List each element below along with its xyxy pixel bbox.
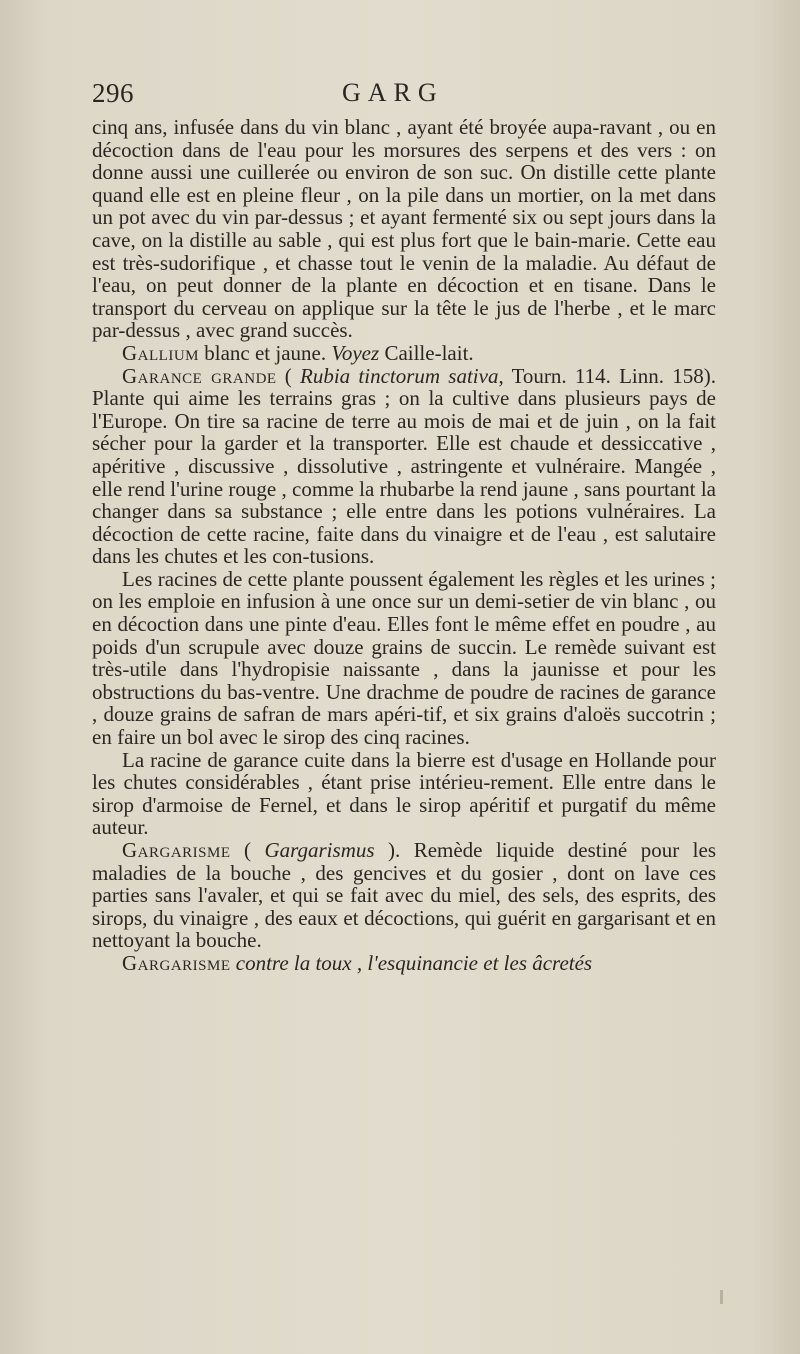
garance-open: ( bbox=[276, 363, 301, 388]
entry-garance bbox=[92, 365, 716, 568]
body-text bbox=[92, 116, 716, 975]
gargarisme-text: ). Remède liquide destiné pour les maladies de la bouche , des gencives et du gosier , dont on lave ces parties sans l'avaler, et qui se fait avec du miel, des sels, des esprits, des sirops, du vinaigre , des eaux et décoctions, qui guérit en gargarisant et en nettoyant la bouche. bbox=[92, 838, 716, 953]
gallium-text: blanc et jaune. bbox=[199, 340, 332, 365]
headword-gallium: Gallium bbox=[122, 340, 199, 365]
entry-gallium bbox=[92, 342, 716, 365]
page-header bbox=[92, 78, 732, 114]
paragraph-hollande: La racine de garance cuite dans la bierre est d'usage en Hollande pour les chutes considérables , étant prise intérieu-rement. Elle entre dans le sirop d'armoise de Fernel, et dans le sirop apéritif et purgatif du même auteur. bbox=[92, 747, 716, 840]
gargarisme-toux-text: contre la toux , l'esquinancie et les âcretés bbox=[230, 950, 593, 975]
garance-latin: Rubia tinctorum sativa bbox=[300, 363, 499, 388]
page-number: 296 bbox=[92, 78, 134, 108]
gargarisme-latin: Gargarismus bbox=[264, 838, 375, 862]
headword-gargarisme-2: Gargarisme bbox=[122, 950, 231, 975]
gallium-ref: Caille-lait. bbox=[379, 340, 474, 365]
paper-mark bbox=[720, 1290, 723, 1304]
paragraph-racines: Les racines de cette plante poussent également les règles et les urines ; on les emploie en infusion à une once sur un demi-setier de vin blanc , ou en décoction dans une pinte d'eau. Elles font le même effet en poudre , au poids d'un scrupule avec douze grains de succin. Le remède suivant est très-utile dans l'hydropisie naissante , dans la jaunisse et pour les obstructions du bas-ventre. Une drachme de poudre de racines de garance , douze grains de safran de mars apéri-tif, et six grains d'aloës succotrin ; en faire un bol avec le sirop des cinq racines. bbox=[92, 566, 716, 750]
entry-gargarisme bbox=[92, 839, 716, 952]
paragraph-continuation: cinq ans, infusée dans du vin blanc , ayant été broyée aupa-ravant , ou en décoction dans de l'eau pour les morsures des serpens et des vers : on donne aussi une cuillerée ou environ de son suc. On distille cette plante quand elle est en pleine fleur , on la pile dans un mortier, on la met dans un pot avec du vin par-dessus ; et ayant fermenté six ou sept jours dans la cave, on la distille au sable , qui est plus fort que le bain-marie. Cette eau est très-sudorifique , et chasse tout le venin de la maladie. Au défaut de l'eau, on peut donner de la plante en décoction et en tisane. Dans le transport du cerveau on applique sur la tête le jus de l'herbe , et le marc par-dessus , avec grand succès. bbox=[92, 115, 716, 343]
headword-gargarisme: Gargarisme bbox=[122, 838, 231, 862]
garance-ref: , Tourn. 114. Linn. 158). bbox=[498, 363, 716, 388]
gargarisme-open: ( bbox=[230, 838, 265, 862]
running-head: GARG bbox=[342, 78, 444, 107]
gallium-voyez: Voyez bbox=[331, 340, 380, 365]
entry-gargarisme-toux bbox=[92, 952, 716, 975]
headword-garance: Garance grande bbox=[122, 363, 277, 388]
garance-text: Plante qui aime les terrains gras ; on la cultive dans plusieurs pays de l'Europe. On tire sa racine de terre au mois de mai et de juin , on la fait sécher pour la garder et la transporter. Elle est chaude et dessiccative , apéritive , discussive , dissolutive , astringente et vulnéraire. Mangée , elle rend l'urine rouge , comme la rhubarbe la rend jaune , sans pourtant la changer dans sa substance ; elle entre dans les potions vulnéraires. La décoction de cette racine, faite dans du vinaigre et de l'eau , est salutaire dans les chutes et les con-tusions. bbox=[92, 386, 716, 569]
